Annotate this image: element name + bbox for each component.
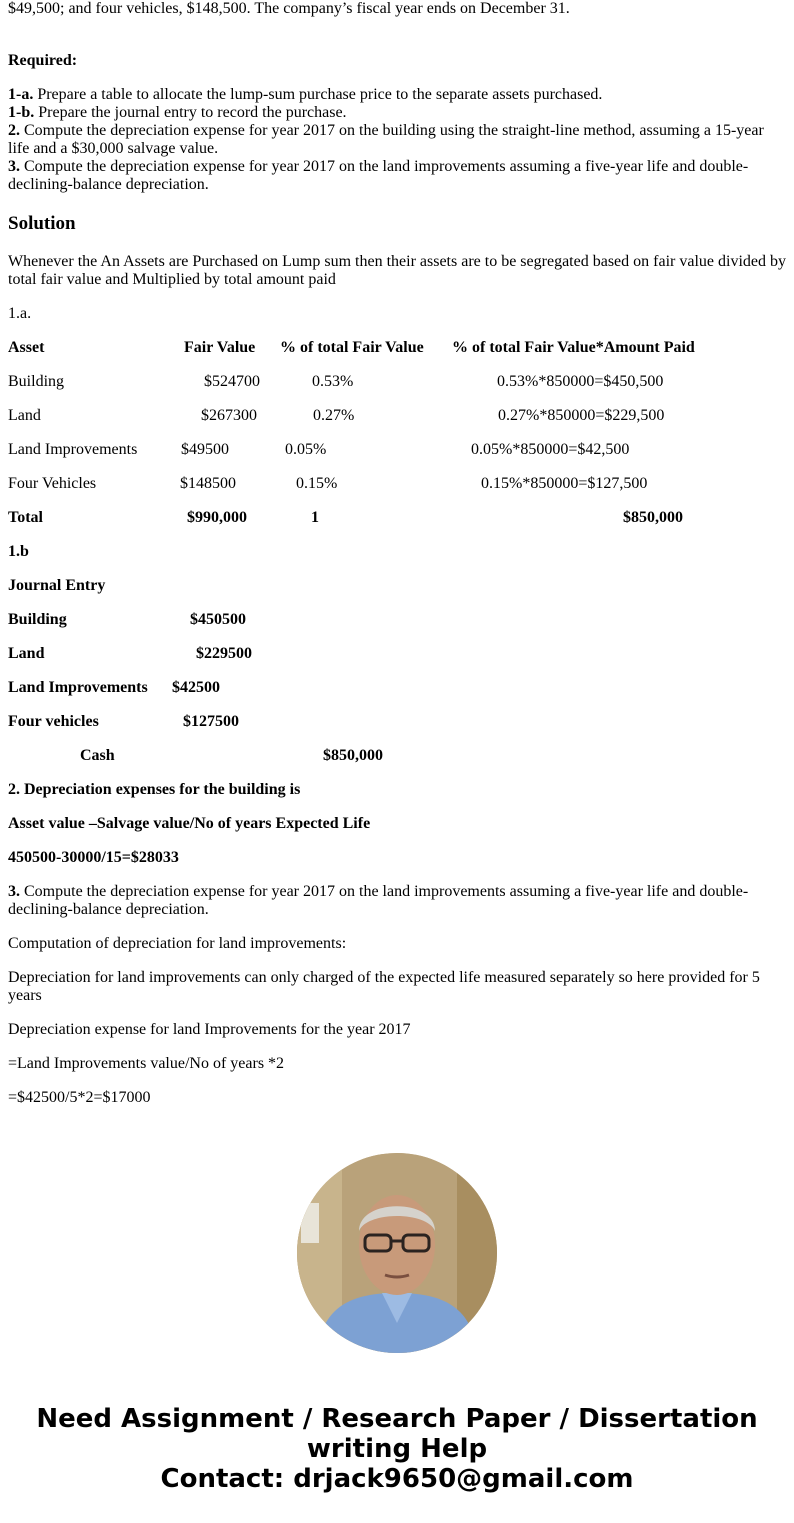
footer-contact: Contact: drjack9650@gmail.com xyxy=(160,1464,634,1494)
table-header-fair-value: Fair Value xyxy=(184,339,256,356)
part-3-label: 3. xyxy=(8,883,20,900)
solution-intro: Whenever the An Assets are Purchased on Lump sum then their assets are to be segregated based on fair value divided by total fair value and Multiplied by total amount paid xyxy=(8,253,786,288)
part-1b-label: 1.b xyxy=(8,543,29,560)
solution-heading: Solution xyxy=(8,213,76,234)
journal-amount-cash: $850,000 xyxy=(323,747,383,764)
required-item-2 xyxy=(8,122,768,158)
footer-line-1: Need Assignment / Research Paper / Dissertation xyxy=(36,1404,758,1434)
table-row-allocation: 0.27%*850000=$229,500 xyxy=(498,407,665,424)
journal-amount: $127500 xyxy=(183,713,239,730)
footer-line-2: writing Help xyxy=(306,1434,488,1464)
table-header-pct: % of total Fair Value xyxy=(280,339,424,356)
item-label: 2. xyxy=(8,122,20,139)
table-row-asset: Land xyxy=(8,407,41,424)
item-text: Compute the depreciation expense for year 2017 on the land improvements assuming a five-year life and double-declining-balance depreciation. xyxy=(8,158,749,193)
table-total-label: Total xyxy=(8,509,43,526)
journal-account: Four vehicles xyxy=(8,713,99,730)
item-text: Prepare the journal entry to record the purchase. xyxy=(34,104,347,121)
table-row-pct: 0.27% xyxy=(313,407,355,424)
table-row-fair-value: $524700 xyxy=(204,373,260,390)
table-total-pct: 1 xyxy=(311,509,319,526)
part-3-text xyxy=(8,883,758,919)
part-2-formula: Asset value –Salvage value/No of years Expected Life xyxy=(8,815,371,832)
table-total-fair-value: $990,000 xyxy=(187,509,247,526)
required-item-3 xyxy=(8,158,758,194)
item-text: Prepare a table to allocate the lump-sum purchase price to the separate assets purchased. xyxy=(33,86,603,103)
part-3-line: Depreciation for land improvements can only charged of the expected life measured separately so here provided for 5 years xyxy=(8,969,760,1004)
required-list xyxy=(8,86,786,194)
part-3-line: =$42500/5*2=$17000 xyxy=(8,1089,151,1106)
part-3-line: Depreciation expense for land Improvements for the year 2017 xyxy=(8,1021,411,1038)
required-heading: Required: xyxy=(8,52,78,69)
required-item-1b xyxy=(8,104,786,122)
table-total-allocation: $850,000 xyxy=(623,509,683,526)
journal-amount: $42500 xyxy=(172,679,220,696)
table-header-asset: Asset xyxy=(8,339,45,356)
table-row-allocation: 0.05%*850000=$42,500 xyxy=(471,441,630,458)
table-row-fair-value: $49500 xyxy=(181,441,229,458)
part-3-desc: Compute the depreciation expense for year 2017 on the land improvements assuming a five-year life and double-declining-balance depreciation. xyxy=(8,883,749,918)
table-row-allocation: 0.15%*850000=$127,500 xyxy=(481,475,648,492)
item-label: 1-a. xyxy=(8,86,34,103)
part-3-line: Computation of depreciation for land improvements: xyxy=(8,935,347,952)
person-photo-icon xyxy=(297,1153,497,1353)
footer-ad xyxy=(0,1404,794,1494)
table-row-asset: Building xyxy=(8,373,65,390)
table-row-allocation: 0.53%*850000=$450,500 xyxy=(497,373,664,390)
table-row-fair-value: $148500 xyxy=(180,475,236,492)
intro-text: $49,500; and four vehicles, $148,500. The company’s fiscal year ends on December 31. xyxy=(8,0,570,17)
journal-title: Journal Entry xyxy=(8,577,106,594)
table-header-allocation: % of total Fair Value*Amount Paid xyxy=(452,339,695,356)
required-item-1a xyxy=(8,86,786,104)
journal-amount: $450500 xyxy=(190,611,246,628)
avatar xyxy=(297,1153,497,1353)
table-row-asset: Four Vehicles xyxy=(8,475,97,492)
table-row-pct: 0.05% xyxy=(285,441,327,458)
journal-account: Building xyxy=(8,611,67,628)
table-row-asset: Land Improvements xyxy=(8,441,138,458)
item-label: 3. xyxy=(8,158,20,175)
part-3-line: =Land Improvements value/No of years *2 xyxy=(8,1055,285,1072)
item-text: Compute the depreciation expense for year 2017 on the building using the straight-line method, assuming a 15-year life and a $30,000 salvage value. xyxy=(8,122,764,157)
part-1a-label: 1.a. xyxy=(8,305,32,322)
journal-account: Land xyxy=(8,645,45,662)
table-row-fair-value: $267300 xyxy=(201,407,257,424)
journal-account-cash: Cash xyxy=(80,747,115,764)
journal-account: Land Improvements xyxy=(8,679,148,696)
item-label: 1-b. xyxy=(8,104,35,121)
journal-amount: $229500 xyxy=(196,645,252,662)
table-row-pct: 0.53% xyxy=(312,373,354,390)
part-2-calc: 450500-30000/15=$28033 xyxy=(8,849,179,866)
table-row-pct: 0.15% xyxy=(296,475,338,492)
part-2-heading: 2. Depreciation expenses for the building is xyxy=(8,781,301,798)
